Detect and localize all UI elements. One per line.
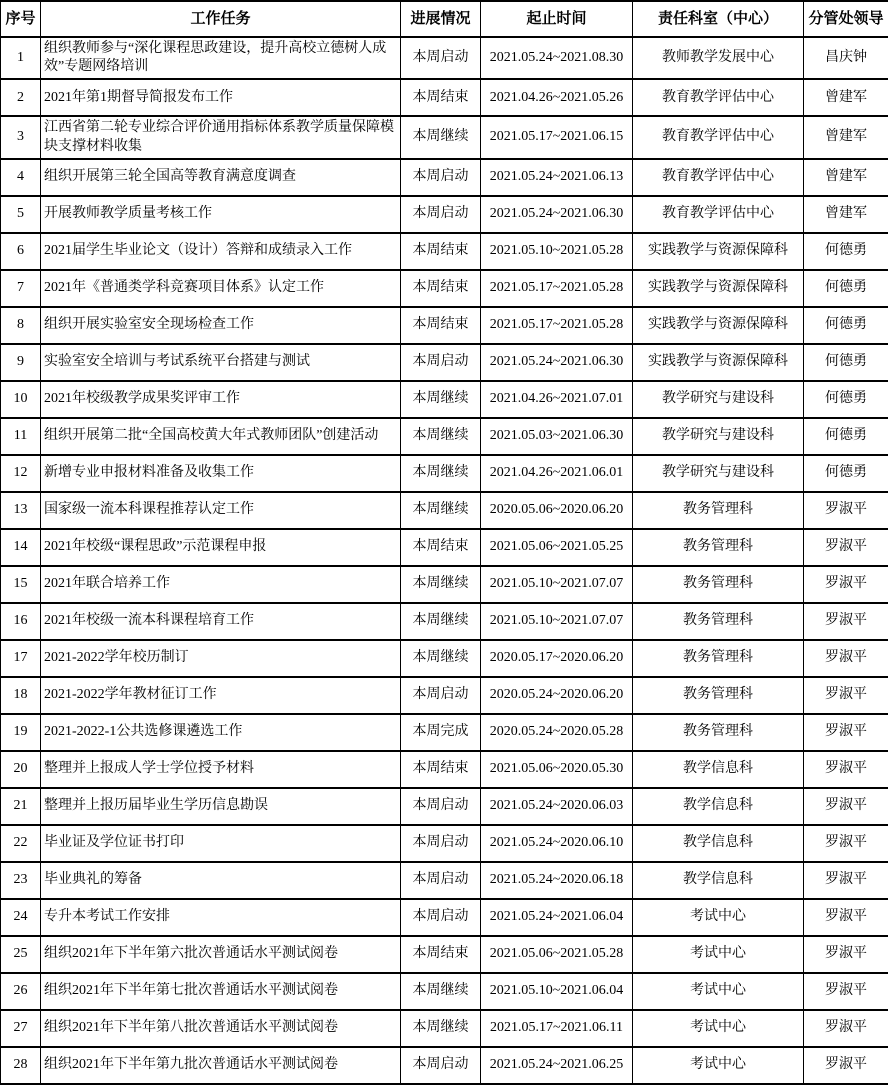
table-row	[1, 529, 888, 566]
cell-department: 教育教学评估中心	[633, 196, 804, 233]
cell-progress: 本周启动	[401, 159, 481, 196]
cell-task: 开展教师教学质量考核工作	[41, 196, 401, 233]
cell-department: 教务管理科	[633, 603, 804, 640]
cell-leader: 罗淑平	[804, 714, 888, 751]
cell-progress: 本周启动	[401, 344, 481, 381]
cell-leader: 罗淑平	[804, 899, 888, 936]
cell-index: 9	[1, 344, 41, 381]
cell-task: 新增专业申报材料准备及收集工作	[41, 455, 401, 492]
table-row	[1, 603, 888, 640]
cell-progress: 本周继续	[401, 381, 481, 418]
cell-leader: 罗淑平	[804, 1010, 888, 1047]
cell-department: 教学信息科	[633, 788, 804, 825]
table-row	[1, 1010, 888, 1047]
column-header-leader: 分管处领导	[804, 1, 888, 37]
cell-department: 考试中心	[633, 1047, 804, 1084]
cell-department: 教务管理科	[633, 640, 804, 677]
cell-progress: 本周结束	[401, 79, 481, 116]
cell-dates: 2020.05.24~2020.05.28	[481, 714, 633, 751]
cell-index: 14	[1, 529, 41, 566]
table-body	[1, 37, 888, 1084]
table-row	[1, 233, 888, 270]
cell-task: 2021年校级“课程思政”示范课程申报	[41, 529, 401, 566]
cell-leader: 罗淑平	[804, 751, 888, 788]
cell-dates: 2021.05.10~2021.07.07	[481, 603, 633, 640]
cell-dates: 2021.05.06~2021.05.28	[481, 936, 633, 973]
cell-progress: 本周启动	[401, 196, 481, 233]
table-row	[1, 899, 888, 936]
cell-department: 教学研究与建设科	[633, 418, 804, 455]
cell-dates: 2021.05.24~2021.06.30	[481, 196, 633, 233]
table-row	[1, 751, 888, 788]
cell-index: 4	[1, 159, 41, 196]
cell-department: 教育教学评估中心	[633, 159, 804, 196]
cell-index: 16	[1, 603, 41, 640]
cell-task: 整理并上报历届毕业生学历信息勘误	[41, 788, 401, 825]
cell-index: 6	[1, 233, 41, 270]
cell-leader: 罗淑平	[804, 492, 888, 529]
cell-progress: 本周结束	[401, 936, 481, 973]
cell-dates: 2021.05.10~2021.05.28	[481, 233, 633, 270]
cell-progress: 本周结束	[401, 307, 481, 344]
cell-dates: 2021.05.17~2021.05.28	[481, 307, 633, 344]
cell-leader: 何德勇	[804, 381, 888, 418]
cell-index: 17	[1, 640, 41, 677]
cell-leader: 罗淑平	[804, 825, 888, 862]
cell-progress: 本周结束	[401, 751, 481, 788]
cell-leader: 罗淑平	[804, 529, 888, 566]
cell-dates: 2021.05.24~2021.06.13	[481, 159, 633, 196]
table-row	[1, 37, 888, 79]
cell-index: 10	[1, 381, 41, 418]
cell-leader: 曾建军	[804, 196, 888, 233]
cell-index: 3	[1, 116, 41, 158]
cell-task: 组织2021年下半年第七批次普通话水平测试阅卷	[41, 973, 401, 1010]
cell-progress: 本周启动	[401, 1047, 481, 1084]
cell-progress: 本周启动	[401, 677, 481, 714]
cell-dates: 2021.05.24~2020.06.18	[481, 862, 633, 899]
cell-task: 2021-2022学年教材征订工作	[41, 677, 401, 714]
cell-index: 1	[1, 37, 41, 79]
cell-dates: 2021.04.26~2021.05.26	[481, 79, 633, 116]
cell-index: 20	[1, 751, 41, 788]
cell-leader: 罗淑平	[804, 640, 888, 677]
cell-leader: 何德勇	[804, 270, 888, 307]
cell-dates: 2021.05.24~2020.06.10	[481, 825, 633, 862]
cell-dates: 2020.05.06~2020.06.20	[481, 492, 633, 529]
table-row	[1, 1047, 888, 1084]
cell-task: 2021年校级教学成果奖评审工作	[41, 381, 401, 418]
cell-department: 教学信息科	[633, 862, 804, 899]
table-row	[1, 79, 888, 116]
cell-leader: 曾建军	[804, 79, 888, 116]
cell-dates: 2021.05.06~2021.05.25	[481, 529, 633, 566]
cell-leader: 罗淑平	[804, 566, 888, 603]
cell-dates: 2021.04.26~2021.06.01	[481, 455, 633, 492]
cell-task: 组织教师参与“深化课程思政建设，提升高校立德树人成效”专题网络培训	[41, 37, 401, 79]
cell-leader: 罗淑平	[804, 603, 888, 640]
cell-leader: 何德勇	[804, 455, 888, 492]
cell-progress: 本周结束	[401, 270, 481, 307]
cell-task: 2021年校级一流本科课程培育工作	[41, 603, 401, 640]
cell-index: 27	[1, 1010, 41, 1047]
column-header-progress: 进展情况	[401, 1, 481, 37]
header-row	[1, 1, 888, 37]
cell-dates: 2021.05.06~2020.05.30	[481, 751, 633, 788]
table-row	[1, 116, 888, 158]
cell-progress: 本周继续	[401, 455, 481, 492]
cell-dates: 2021.05.24~2021.08.30	[481, 37, 633, 79]
cell-department: 实践教学与资源保障科	[633, 307, 804, 344]
cell-index: 25	[1, 936, 41, 973]
cell-index: 12	[1, 455, 41, 492]
table-row	[1, 381, 888, 418]
cell-task: 组织开展第二批“全国高校黄大年式教师团队”创建活动	[41, 418, 401, 455]
cell-index: 26	[1, 973, 41, 1010]
table-row	[1, 714, 888, 751]
column-header-department: 责任科室（中心）	[633, 1, 804, 37]
cell-task: 江西省第二轮专业综合评价通用指标体系教学质量保障模块支撑材料收集	[41, 116, 401, 158]
table-row	[1, 307, 888, 344]
cell-department: 考试中心	[633, 899, 804, 936]
cell-task: 2021届学生毕业论文（设计）答辩和成绩录入工作	[41, 233, 401, 270]
cell-leader: 曾建军	[804, 116, 888, 158]
table-row	[1, 825, 888, 862]
cell-leader: 曾建军	[804, 159, 888, 196]
cell-leader: 罗淑平	[804, 862, 888, 899]
cell-dates: 2021.05.24~2021.06.25	[481, 1047, 633, 1084]
cell-index: 13	[1, 492, 41, 529]
table-row	[1, 159, 888, 196]
cell-department: 教师教学发展中心	[633, 37, 804, 79]
cell-department: 教育教学评估中心	[633, 79, 804, 116]
cell-dates: 2021.05.24~2021.06.04	[481, 899, 633, 936]
cell-task: 2021年联合培养工作	[41, 566, 401, 603]
cell-index: 7	[1, 270, 41, 307]
cell-index: 23	[1, 862, 41, 899]
cell-dates: 2021.05.17~2021.05.28	[481, 270, 633, 307]
column-header-index: 序号	[1, 1, 41, 37]
cell-department: 考试中心	[633, 973, 804, 1010]
cell-index: 8	[1, 307, 41, 344]
cell-task: 整理并上报成人学士学位授予材料	[41, 751, 401, 788]
cell-leader: 何德勇	[804, 233, 888, 270]
table-row	[1, 677, 888, 714]
cell-task: 国家级一流本科课程推荐认定工作	[41, 492, 401, 529]
cell-department: 教学信息科	[633, 751, 804, 788]
cell-leader: 何德勇	[804, 418, 888, 455]
cell-progress: 本周结束	[401, 233, 481, 270]
cell-department: 实践教学与资源保障科	[633, 270, 804, 307]
cell-leader: 罗淑平	[804, 1047, 888, 1084]
cell-department: 教务管理科	[633, 677, 804, 714]
cell-progress: 本周启动	[401, 862, 481, 899]
cell-index: 5	[1, 196, 41, 233]
cell-task: 组织2021年下半年第六批次普通话水平测试阅卷	[41, 936, 401, 973]
cell-task: 专升本考试工作安排	[41, 899, 401, 936]
cell-leader: 何德勇	[804, 307, 888, 344]
cell-index: 22	[1, 825, 41, 862]
cell-progress: 本周继续	[401, 566, 481, 603]
cell-department: 教学研究与建设科	[633, 381, 804, 418]
cell-index: 28	[1, 1047, 41, 1084]
cell-progress: 本周启动	[401, 37, 481, 79]
cell-task: 组织2021年下半年第八批次普通话水平测试阅卷	[41, 1010, 401, 1047]
cell-leader: 罗淑平	[804, 973, 888, 1010]
cell-leader: 昌庆钟	[804, 37, 888, 79]
cell-index: 19	[1, 714, 41, 751]
cell-task: 毕业证及学位证书打印	[41, 825, 401, 862]
cell-progress: 本周继续	[401, 603, 481, 640]
cell-department: 实践教学与资源保障科	[633, 344, 804, 381]
cell-dates: 2021.05.10~2021.07.07	[481, 566, 633, 603]
cell-dates: 2021.05.10~2021.06.04	[481, 973, 633, 1010]
cell-dates: 2020.05.24~2020.06.20	[481, 677, 633, 714]
cell-progress: 本周结束	[401, 529, 481, 566]
column-header-dates: 起止时间	[481, 1, 633, 37]
cell-department: 教务管理科	[633, 529, 804, 566]
cell-department: 教务管理科	[633, 492, 804, 529]
cell-dates: 2021.05.17~2021.06.11	[481, 1010, 633, 1047]
table-row	[1, 270, 888, 307]
cell-dates: 2021.04.26~2021.07.01	[481, 381, 633, 418]
cell-task: 组织开展实验室安全现场检查工作	[41, 307, 401, 344]
table-row	[1, 344, 888, 381]
table-row	[1, 640, 888, 677]
cell-department: 教学研究与建设科	[633, 455, 804, 492]
cell-index: 18	[1, 677, 41, 714]
cell-dates: 2021.05.17~2021.06.15	[481, 116, 633, 158]
cell-department: 教学信息科	[633, 825, 804, 862]
cell-department: 考试中心	[633, 1010, 804, 1047]
table-row	[1, 492, 888, 529]
table-row	[1, 973, 888, 1010]
cell-task: 2021年《普通类学科竞赛项目体系》认定工作	[41, 270, 401, 307]
cell-department: 教务管理科	[633, 566, 804, 603]
cell-department: 实践教学与资源保障科	[633, 233, 804, 270]
cell-progress: 本周继续	[401, 1010, 481, 1047]
cell-task: 2021-2022学年校历制订	[41, 640, 401, 677]
cell-index: 21	[1, 788, 41, 825]
table-row	[1, 788, 888, 825]
cell-index: 11	[1, 418, 41, 455]
cell-task: 毕业典礼的筹备	[41, 862, 401, 899]
cell-leader: 何德勇	[804, 344, 888, 381]
cell-dates: 2020.05.17~2020.06.20	[481, 640, 633, 677]
cell-progress: 本周继续	[401, 116, 481, 158]
cell-dates: 2021.05.03~2021.06.30	[481, 418, 633, 455]
cell-leader: 罗淑平	[804, 677, 888, 714]
cell-index: 24	[1, 899, 41, 936]
cell-department: 考试中心	[633, 936, 804, 973]
cell-task: 组织开展第三轮全国高等教育满意度调查	[41, 159, 401, 196]
cell-index: 2	[1, 79, 41, 116]
table-row	[1, 936, 888, 973]
cell-task: 2021-2022-1公共选修课遴选工作	[41, 714, 401, 751]
cell-progress: 本周启动	[401, 825, 481, 862]
table-row	[1, 418, 888, 455]
cell-department: 教务管理科	[633, 714, 804, 751]
cell-leader: 罗淑平	[804, 788, 888, 825]
table-row	[1, 455, 888, 492]
cell-dates: 2021.05.24~2021.06.30	[481, 344, 633, 381]
cell-progress: 本周完成	[401, 714, 481, 751]
column-header-task: 工作任务	[41, 1, 401, 37]
cell-progress: 本周启动	[401, 899, 481, 936]
cell-task: 2021年第1期督导简报发布工作	[41, 79, 401, 116]
table-row	[1, 862, 888, 899]
cell-task: 实验室安全培训与考试系统平台搭建与测试	[41, 344, 401, 381]
cell-leader: 罗淑平	[804, 936, 888, 973]
cell-progress: 本周继续	[401, 640, 481, 677]
table-row	[1, 566, 888, 603]
table-row	[1, 196, 888, 233]
cell-dates: 2021.05.24~2020.06.03	[481, 788, 633, 825]
cell-progress: 本周继续	[401, 492, 481, 529]
cell-progress: 本周启动	[401, 788, 481, 825]
cell-progress: 本周继续	[401, 973, 481, 1010]
cell-index: 15	[1, 566, 41, 603]
cell-department: 教育教学评估中心	[633, 116, 804, 158]
cell-task: 组织2021年下半年第九批次普通话水平测试阅卷	[41, 1047, 401, 1084]
cell-progress: 本周继续	[401, 418, 481, 455]
